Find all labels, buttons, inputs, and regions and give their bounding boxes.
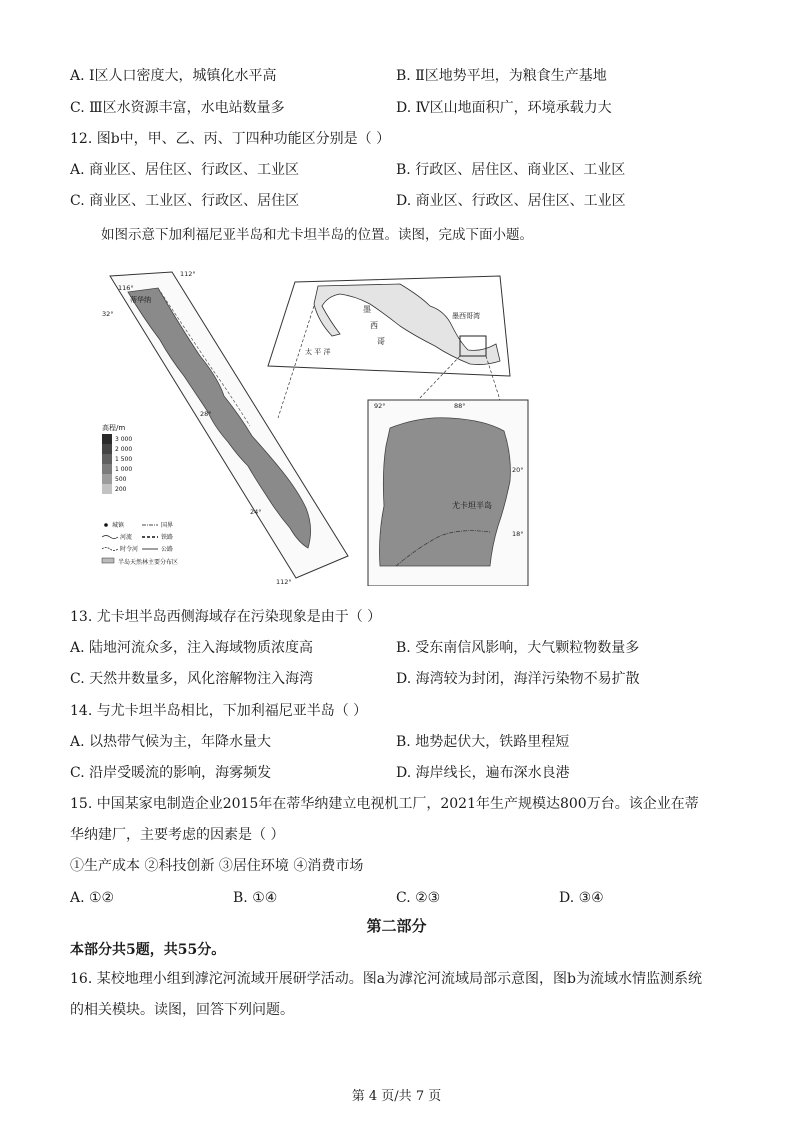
town-symbol <box>104 523 108 527</box>
q13-stem: 13. 尤卡坦半岛西侧海域存在污染现象是由于（ ） <box>70 609 382 625</box>
yucatan-peninsula <box>380 418 511 566</box>
q12-option-a: A. 商业区、居住区、行政区、工业区 <box>70 162 300 178</box>
yucatan-label: 尤卡坦半岛 <box>452 501 492 510</box>
legend-elev: 1 500 <box>115 456 133 463</box>
q12-option-b: B. 行政区、居住区、商业区、工业区 <box>396 162 626 178</box>
q15-stem-line2: 华纳建厂，主要考虑的因素是（ ） <box>70 827 285 843</box>
legend-town: 城镇 <box>112 522 125 529</box>
q13-option-c: C. 天然井数量多，风化溶解物注入海湾 <box>70 671 314 687</box>
legend-railway: 铁路 <box>161 534 174 541</box>
pacific-label: 太 平 洋 <box>305 348 331 356</box>
legend-swatch <box>102 464 112 474</box>
q14-stem: 14. 与尤卡坦半岛相比，下加利福尼亚半岛（ ） <box>70 703 368 719</box>
q13-option-b: B. 受东南信风影响，大气颗粒物数量多 <box>396 640 640 656</box>
lat-28-label: 28° <box>200 410 212 418</box>
q15-stem-line1: 15. 中国某家电制造企业2015年在蒂华纳建立电视机工厂，2021年生产规模达800万台。该企业在蒂 <box>70 796 699 812</box>
lat-18-label: 18° <box>512 530 524 538</box>
q12-option-d: D. 商业区、行政区、居住区、工业区 <box>396 193 626 209</box>
forest-symbol <box>102 558 114 563</box>
river-symbol <box>102 536 118 539</box>
lon-112-label-top: 112° <box>180 270 196 278</box>
q11-option-a: A. Ⅰ区人口密度大，城镇化水平高 <box>70 68 277 84</box>
lon-116-label: 116° <box>118 284 134 292</box>
q12-stem: 12. 图b中，甲、乙、丙、丁四种功能区分别是（ ） <box>70 131 391 147</box>
q14-option-c: C. 沿岸受暖流的影响，海雾频发 <box>70 765 272 781</box>
page-footer: 第 4 页/共 7 页 <box>351 1089 442 1104</box>
lat-20-label: 20° <box>512 466 524 474</box>
q15-option-a: A. ①② <box>70 890 115 906</box>
legend-elev: 200 <box>115 486 127 493</box>
q11-option-d: D. Ⅳ区山地面积广，环境承载力大 <box>396 100 612 116</box>
q13-option-a: A. 陆地河流众多，注入海域物质浓度高 <box>70 640 314 656</box>
q11-option-c: C. Ⅲ区水资源丰富，水电站数量多 <box>70 100 285 116</box>
legend-swatch <box>102 454 112 464</box>
legend-elev: 2 000 <box>115 446 133 453</box>
q15-option-c: C. ②③ <box>396 890 441 906</box>
lon-112-label-bottom: 112° <box>276 578 292 586</box>
legend-forest: 半岛天然林主要分布区 <box>118 559 179 566</box>
legend-seasonal: 时令河 <box>120 546 139 553</box>
lat-32-label: 32° <box>102 310 114 318</box>
lat-24-label: 24° <box>250 508 262 516</box>
mexico-label-3: 哥 <box>377 337 385 346</box>
legend-road: 公路 <box>161 546 174 553</box>
gulf-of-mexico-label: 墨西哥湾 <box>452 312 480 320</box>
q12-option-c: C. 商业区、工业区、行政区、居住区 <box>70 193 300 209</box>
q14-option-d: D. 海岸线长，遍布深水良港 <box>396 765 570 781</box>
lon-88-label: 88° <box>454 402 466 410</box>
mexico-label-2: 西 <box>370 321 378 330</box>
map-intro: 如图示意下加利福尼亚半岛和尤卡坦半岛的位置。读图，完成下面小题。 <box>101 227 533 243</box>
part2-title: 第二部分 <box>366 917 427 935</box>
peninsula-map-figure <box>100 266 530 586</box>
legend-swatch <box>102 444 112 454</box>
q15-factors: ①生产成本 ②科技创新 ③居住环境 ④消费市场 <box>70 858 364 874</box>
legend-swatch <box>102 484 112 494</box>
legend-elev: 3 000 <box>115 436 133 443</box>
q13-option-d: D. 海湾较为封闭，海洋污染物不易扩散 <box>396 671 640 687</box>
legend-elev: 1 000 <box>115 466 133 473</box>
legend-elev: 500 <box>115 476 127 483</box>
legend-title: 高程/m <box>102 424 126 432</box>
legend-river: 河流 <box>120 534 133 541</box>
mexico-label-1: 墨 <box>363 305 371 314</box>
legend-swatch <box>102 474 112 484</box>
part2-description: 本部分共5题，共55分。 <box>70 942 226 958</box>
q15-option-d: D. ③④ <box>559 890 604 906</box>
q16-stem-line2: 的相关模块。读图，回答下列问题。 <box>70 1002 294 1018</box>
q15-option-b: B. ①④ <box>233 890 278 906</box>
tijuana-label: 蒂华纳 <box>130 296 151 304</box>
q11-option-b: B. Ⅱ区地势平坦，为粮食生产基地 <box>396 68 607 84</box>
legend-swatch <box>102 434 112 444</box>
seasonal-river-symbol <box>102 548 118 551</box>
q16-stem-line1: 16. 某校地理小组到滹沱河流域开展研学活动。图a为滹沱河流域局部示意图，图b为流域水情监测系统 <box>70 971 703 987</box>
q14-option-b: B. 地势起伏大，铁路里程短 <box>396 734 570 750</box>
q14-option-a: A. 以热带气候为主，年降水量大 <box>70 734 272 750</box>
legend-border: 国界 <box>161 522 174 529</box>
lon-92-label: 92° <box>374 402 386 410</box>
